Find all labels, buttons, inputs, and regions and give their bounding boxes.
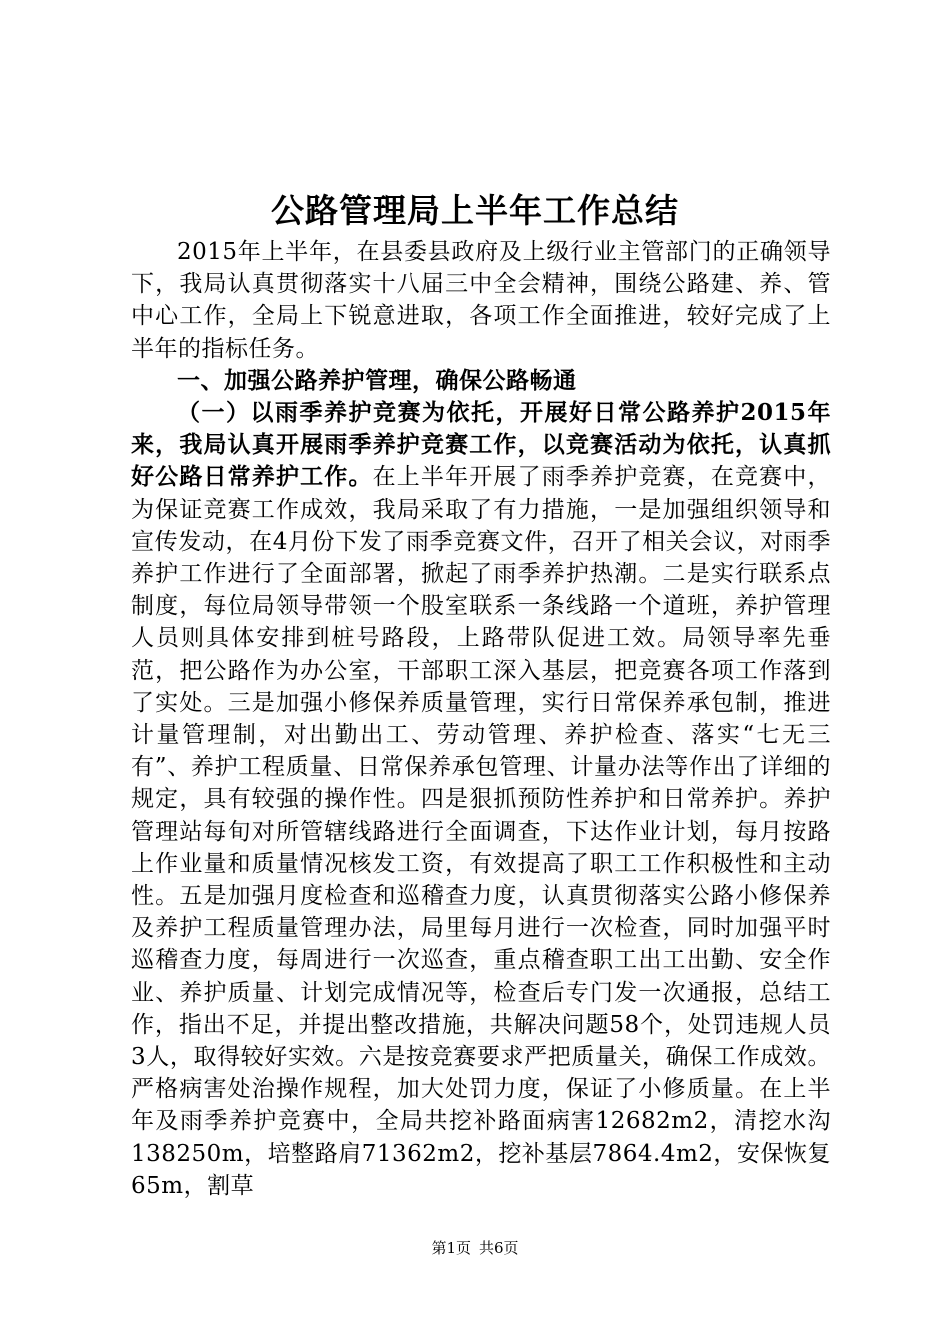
subsection-text: 在上半年开展了雨季养护竞赛，在竞赛中，为保证竞赛工作成效，我局采取了有力措施，一是加强组织领导和宣传发动，在4月份下发了雨季竞赛文件，召开了相关会议，对雨季养护工作进行了全面部署，掀起了雨季养护热潮。二是实行联系点制度，每位局领导带领一个股室联系一条线路一个道班，养护管理人员则具体安排到桩号路段，上路带队促进工效。局领导率先垂范，把公路作为办公室，干部职工深入基层，把竞赛各项工作落到了实处。三是加强小修保养质量管理，实行日常保养承包制，推进计量管理制，对出勤出工、劳动管理、养护检查、落实“七无三有”、养护工程质量、日常保养承包管理、计量办法等作出了详细的规定，具有较强的操作性。四是狠抓预防性养护和日常养护。养护管理站每旬对所管辖线路进行全面调查，下达作业计划，每月按路上作业量和质量情况核发工资，有效提高了职工工作积极性和主动性。五是加强月度检查和巡稽查力度，认真贯彻落实公路小修保养及养护工程质量管理办法，局里每月进行一次检查，同时加强平时巡稽查力度，每周进行一次巡查，重点稽查职工出工出勤、安全作业、养护质量、计划完成情况等，检查后专门发一次通报，总结工作，指出不足，并提出整改措施，共解决问题58个，处罚违规人员3人，取得较好实效。六是按竞赛要求严把质量关，确保工作成效。严格病害处治操作规程，加大处罚力度，保证了小修质量。在上半年及雨季养护竞赛中，全局共挖补路面病害12682m2，清挖水沟138250m，培整路肩71362m2，挖补基层7864.4m2，安保恢复65m，割草 xyxy=(131,464,832,1199)
page-number: 第1页 xyxy=(431,1239,471,1257)
intro-paragraph: 2015年上半年，在县委县政府及上级行业主管部门的正确领导下，我局认真贯彻落实十八届三中全会精神，围绕公路建、养、管中心工作，全局上下锐意进取，各项工作全面推进，较好完成了上半年的指标任务。 xyxy=(131,239,831,362)
subsection-paragraph xyxy=(131,397,831,1202)
subsection-heading: （一）以雨季养护竞赛为依托，开展好日常公路养护2015年来，我局认真开展雨季养护竞赛工作，以竞赛活动为依托，认真抓好公路日常养护工作。 xyxy=(131,399,831,491)
section-heading: 一、加强公路养护管理，确保公路畅通 xyxy=(177,366,577,394)
page-total: 共6页 xyxy=(479,1239,519,1257)
document-body xyxy=(131,236,831,1202)
page-footer xyxy=(0,1238,950,1258)
document-title: 公路管理局上半年工作总结 xyxy=(271,191,679,230)
